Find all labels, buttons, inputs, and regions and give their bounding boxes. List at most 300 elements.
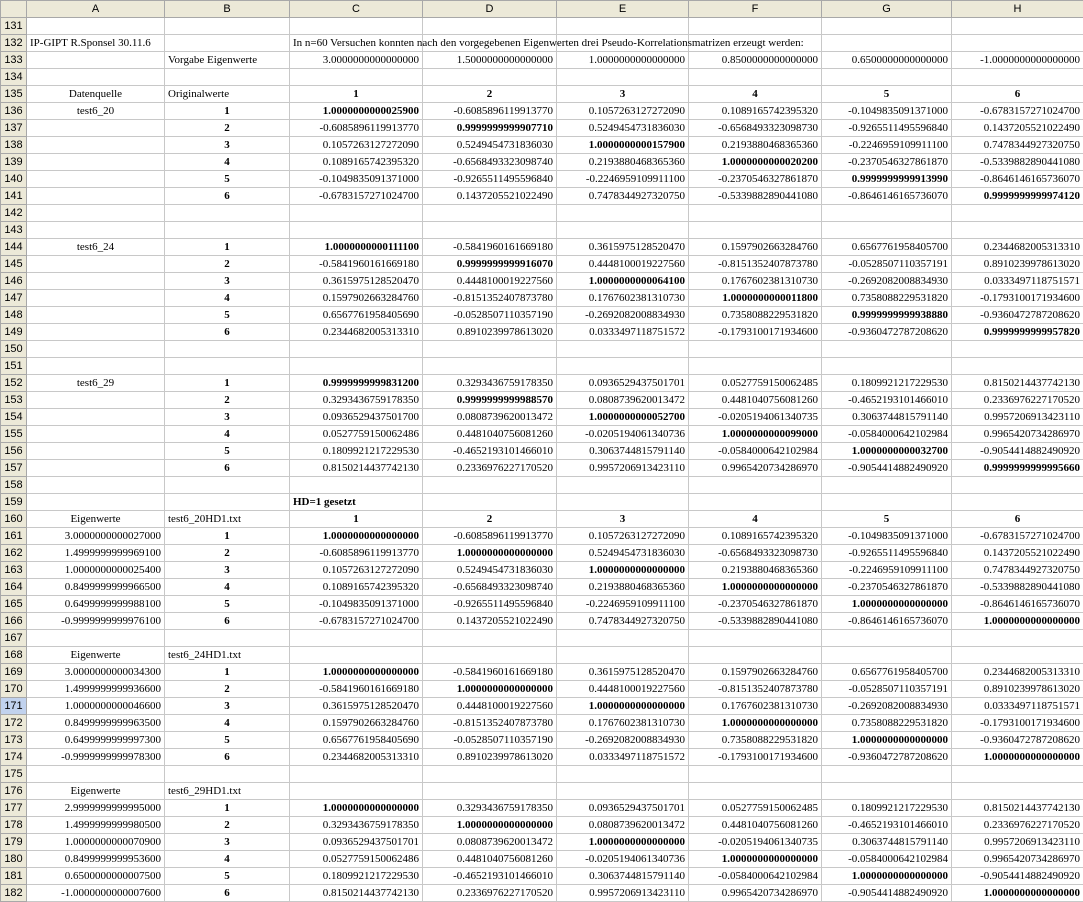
cell-f-180[interactable]: 1.0000000000000000 (689, 851, 822, 868)
cell-b-178[interactable]: 2 (165, 817, 290, 834)
cell-e-172[interactable]: 0.1767602381310730 (557, 715, 689, 732)
cell-f-179[interactable]: -0.0205194061340735 (689, 834, 822, 851)
cell-b-164[interactable]: 4 (165, 579, 290, 596)
cell-d-138[interactable]: 0.5249454731836030 (423, 137, 557, 154)
cell-d-168[interactable] (423, 647, 557, 664)
cell-b-152[interactable]: 1 (165, 375, 290, 392)
cell-e-168[interactable] (557, 647, 689, 664)
cell-a-136[interactable]: test6_20 (27, 103, 165, 120)
cell-e-146[interactable]: 1.0000000000064100 (557, 273, 689, 290)
row-header[interactable]: 144 (1, 239, 27, 256)
cell-g-139[interactable]: -0.2370546327861870 (822, 154, 952, 171)
cell-d-153[interactable]: 0.9999999999988570 (423, 392, 557, 409)
cell-c-158[interactable] (290, 477, 423, 494)
cell-b-135[interactable]: Originalwerte (165, 86, 290, 103)
cell-h-135[interactable]: 6 (952, 86, 1083, 103)
cell-e-156[interactable]: 0.3063744815791140 (557, 443, 689, 460)
row-header[interactable]: 140 (1, 171, 27, 188)
cell-d-182[interactable]: 0.2336976227170520 (423, 885, 557, 902)
cell-g-152[interactable]: 0.1809921217229530 (822, 375, 952, 392)
cell-a-152[interactable]: test6_29 (27, 375, 165, 392)
cell-c-159[interactable]: HD=1 gesetzt (290, 494, 423, 511)
cell-b-149[interactable]: 6 (165, 324, 290, 341)
cell-b-134[interactable] (165, 69, 290, 86)
cell-e-161[interactable]: 0.1057263127272090 (557, 528, 689, 545)
cell-b-156[interactable]: 5 (165, 443, 290, 460)
cell-e-145[interactable]: 0.4448100019227560 (557, 256, 689, 273)
cell-e-155[interactable]: -0.0205194061340736 (557, 426, 689, 443)
cell-a-144[interactable]: test6_24 (27, 239, 165, 256)
cell-h-146[interactable]: 0.0333497118751571 (952, 273, 1083, 290)
cell-h-167[interactable] (952, 630, 1083, 647)
cell-f-162[interactable]: -0.6568493323098730 (689, 545, 822, 562)
cell-a-174[interactable]: -0.9999999999978300 (27, 749, 165, 766)
cell-f-163[interactable]: 0.2193880468365360 (689, 562, 822, 579)
cell-e-181[interactable]: 0.3063744815791140 (557, 868, 689, 885)
row-header[interactable]: 136 (1, 103, 27, 120)
cell-a-142[interactable] (27, 205, 165, 222)
cell-c-156[interactable]: 0.1809921217229530 (290, 443, 423, 460)
row-header[interactable]: 141 (1, 188, 27, 205)
cell-g-157[interactable]: -0.9054414882490920 (822, 460, 952, 477)
cell-h-140[interactable]: -0.8646146165736070 (952, 171, 1083, 188)
cell-g-141[interactable]: -0.8646146165736070 (822, 188, 952, 205)
cell-g-167[interactable] (822, 630, 952, 647)
cell-d-172[interactable]: -0.8151352407873780 (423, 715, 557, 732)
cell-f-139[interactable]: 1.0000000000020200 (689, 154, 822, 171)
cell-c-147[interactable]: 0.1597902663284760 (290, 290, 423, 307)
row-header[interactable]: 176 (1, 783, 27, 800)
cell-f-153[interactable]: 0.4481040756081260 (689, 392, 822, 409)
cell-d-131[interactable] (423, 18, 557, 35)
cell-f-164[interactable]: 1.0000000000000000 (689, 579, 822, 596)
cell-f-152[interactable]: 0.0527759150062485 (689, 375, 822, 392)
cell-c-148[interactable]: 0.6567761958405690 (290, 307, 423, 324)
cell-c-143[interactable] (290, 222, 423, 239)
cell-f-148[interactable]: 0.7358088229531820 (689, 307, 822, 324)
cell-h-181[interactable]: -0.9054414882490920 (952, 868, 1083, 885)
cell-b-167[interactable] (165, 630, 290, 647)
cell-h-161[interactable]: -0.6783157271024700 (952, 528, 1083, 545)
cell-e-148[interactable]: -0.2692082008834930 (557, 307, 689, 324)
cell-f-172[interactable]: 1.0000000000000000 (689, 715, 822, 732)
cell-h-176[interactable] (952, 783, 1083, 800)
cell-e-158[interactable] (557, 477, 689, 494)
cell-h-173[interactable]: -0.9360472787208620 (952, 732, 1083, 749)
cell-e-178[interactable]: 0.0808739620013472 (557, 817, 689, 834)
cell-f-177[interactable]: 0.0527759150062485 (689, 800, 822, 817)
cell-g-160[interactable]: 5 (822, 511, 952, 528)
cell-h-157[interactable]: 0.9999999999995660 (952, 460, 1083, 477)
cell-h-136[interactable]: -0.6783157271024700 (952, 103, 1083, 120)
cell-e-135[interactable]: 3 (557, 86, 689, 103)
cell-a-140[interactable] (27, 171, 165, 188)
cell-e-142[interactable] (557, 205, 689, 222)
cell-e-179[interactable]: 1.0000000000000000 (557, 834, 689, 851)
cell-g-144[interactable]: 0.6567761958405700 (822, 239, 952, 256)
cell-f-137[interactable]: -0.6568493323098730 (689, 120, 822, 137)
cell-h-158[interactable] (952, 477, 1083, 494)
cell-g-136[interactable]: -0.1049835091371000 (822, 103, 952, 120)
cell-b-137[interactable]: 2 (165, 120, 290, 137)
cell-d-170[interactable]: 1.0000000000000000 (423, 681, 557, 698)
cell-h-182[interactable]: 1.0000000000000000 (952, 885, 1083, 902)
row-header[interactable]: 142 (1, 205, 27, 222)
cell-a-154[interactable] (27, 409, 165, 426)
cell-e-174[interactable]: 0.0333497118751572 (557, 749, 689, 766)
cell-e-144[interactable]: 0.3615975128520470 (557, 239, 689, 256)
cell-h-172[interactable]: -0.1793100171934600 (952, 715, 1083, 732)
cell-c-144[interactable]: 1.0000000000111100 (290, 239, 423, 256)
cell-g-138[interactable]: -0.2246959109911100 (822, 137, 952, 154)
cell-a-135[interactable]: Datenquelle (27, 86, 165, 103)
cell-b-180[interactable]: 4 (165, 851, 290, 868)
column-header-b[interactable]: B (165, 1, 290, 18)
cell-b-133[interactable]: Vorgabe Eigenwerte (165, 52, 290, 69)
cell-a-166[interactable]: -0.9999999999976100 (27, 613, 165, 630)
cell-h-138[interactable]: 0.7478344927320750 (952, 137, 1083, 154)
cell-h-143[interactable] (952, 222, 1083, 239)
cell-f-167[interactable] (689, 630, 822, 647)
cell-b-150[interactable] (165, 341, 290, 358)
cell-d-156[interactable]: -0.4652193101466010 (423, 443, 557, 460)
cell-g-158[interactable] (822, 477, 952, 494)
row-header[interactable]: 150 (1, 341, 27, 358)
cell-d-148[interactable]: -0.0528507110357190 (423, 307, 557, 324)
cell-g-151[interactable] (822, 358, 952, 375)
cell-c-157[interactable]: 0.8150214437742130 (290, 460, 423, 477)
cell-a-181[interactable]: 0.6500000000007500 (27, 868, 165, 885)
row-header[interactable]: 166 (1, 613, 27, 630)
cell-e-175[interactable] (557, 766, 689, 783)
cell-h-178[interactable]: 0.2336976227170520 (952, 817, 1083, 834)
cell-e-131[interactable] (557, 18, 689, 35)
cell-a-137[interactable] (27, 120, 165, 137)
cell-a-139[interactable] (27, 154, 165, 171)
cell-b-161[interactable]: 1 (165, 528, 290, 545)
cell-f-142[interactable] (689, 205, 822, 222)
cell-g-140[interactable]: 0.9999999999913990 (822, 171, 952, 188)
cell-d-150[interactable] (423, 341, 557, 358)
row-header[interactable]: 178 (1, 817, 27, 834)
cell-c-154[interactable]: 0.0936529437501700 (290, 409, 423, 426)
cell-b-174[interactable]: 6 (165, 749, 290, 766)
row-header[interactable]: 172 (1, 715, 27, 732)
cell-a-182[interactable]: -1.0000000000007600 (27, 885, 165, 902)
cell-a-179[interactable]: 1.0000000000070900 (27, 834, 165, 851)
cell-a-160[interactable]: Eigenwerte (27, 511, 165, 528)
cell-g-145[interactable]: -0.0528507110357191 (822, 256, 952, 273)
cell-h-174[interactable]: 1.0000000000000000 (952, 749, 1083, 766)
cell-c-141[interactable]: -0.6783157271024700 (290, 188, 423, 205)
cell-a-150[interactable] (27, 341, 165, 358)
cell-g-164[interactable]: -0.2370546327861870 (822, 579, 952, 596)
cell-d-180[interactable]: 0.4481040756081260 (423, 851, 557, 868)
cell-h-162[interactable]: 0.1437205521022490 (952, 545, 1083, 562)
cell-d-147[interactable]: -0.8151352407873780 (423, 290, 557, 307)
cell-a-169[interactable]: 3.0000000000034300 (27, 664, 165, 681)
cell-a-153[interactable] (27, 392, 165, 409)
cell-e-164[interactable]: 0.2193880468365360 (557, 579, 689, 596)
cell-f-147[interactable]: 1.0000000000011800 (689, 290, 822, 307)
cell-h-155[interactable]: 0.9965420734286970 (952, 426, 1083, 443)
row-header[interactable]: 139 (1, 154, 27, 171)
cell-b-165[interactable]: 5 (165, 596, 290, 613)
cell-h-180[interactable]: 0.9965420734286970 (952, 851, 1083, 868)
cell-g-165[interactable]: 1.0000000000000000 (822, 596, 952, 613)
cell-a-138[interactable] (27, 137, 165, 154)
cell-b-132[interactable] (165, 35, 290, 52)
cell-c-138[interactable]: 0.1057263127272090 (290, 137, 423, 154)
cell-f-151[interactable] (689, 358, 822, 375)
cell-f-170[interactable]: -0.8151352407873780 (689, 681, 822, 698)
cell-a-168[interactable]: Eigenwerte (27, 647, 165, 664)
cell-f-160[interactable]: 4 (689, 511, 822, 528)
cell-d-155[interactable]: 0.4481040756081260 (423, 426, 557, 443)
row-header[interactable]: 145 (1, 256, 27, 273)
cell-b-179[interactable]: 3 (165, 834, 290, 851)
cell-a-177[interactable]: 2.9999999999995000 (27, 800, 165, 817)
cell-h-142[interactable] (952, 205, 1083, 222)
row-header[interactable]: 138 (1, 137, 27, 154)
cell-c-161[interactable]: 1.0000000000000000 (290, 528, 423, 545)
cell-d-144[interactable]: -0.5841960161669180 (423, 239, 557, 256)
cell-f-135[interactable]: 4 (689, 86, 822, 103)
cell-b-166[interactable]: 6 (165, 613, 290, 630)
cell-b-145[interactable]: 2 (165, 256, 290, 273)
cell-c-173[interactable]: 0.6567761958405690 (290, 732, 423, 749)
cell-e-136[interactable]: 0.1057263127272090 (557, 103, 689, 120)
cell-h-132[interactable] (952, 35, 1083, 52)
cell-b-163[interactable]: 3 (165, 562, 290, 579)
row-header[interactable]: 146 (1, 273, 27, 290)
cell-b-158[interactable] (165, 477, 290, 494)
row-header[interactable]: 137 (1, 120, 27, 137)
cell-e-159[interactable] (557, 494, 689, 511)
cell-d-142[interactable] (423, 205, 557, 222)
cell-h-151[interactable] (952, 358, 1083, 375)
cell-a-145[interactable] (27, 256, 165, 273)
cell-d-181[interactable]: -0.4652193101466010 (423, 868, 557, 885)
cell-c-133[interactable]: 3.0000000000000000 (290, 52, 423, 69)
cell-a-149[interactable] (27, 324, 165, 341)
cell-h-171[interactable]: 0.0333497118751571 (952, 698, 1083, 715)
cell-b-162[interactable]: 2 (165, 545, 290, 562)
cell-b-172[interactable]: 4 (165, 715, 290, 732)
cell-b-160[interactable]: test6_20HD1.txt (165, 511, 290, 528)
cell-g-135[interactable]: 5 (822, 86, 952, 103)
cell-f-143[interactable] (689, 222, 822, 239)
cell-e-147[interactable]: 0.1767602381310730 (557, 290, 689, 307)
row-header[interactable]: 182 (1, 885, 27, 902)
cell-d-167[interactable] (423, 630, 557, 647)
cell-f-144[interactable]: 0.1597902663284760 (689, 239, 822, 256)
row-header[interactable]: 155 (1, 426, 27, 443)
cell-c-134[interactable] (290, 69, 423, 86)
row-header[interactable]: 147 (1, 290, 27, 307)
cell-b-140[interactable]: 5 (165, 171, 290, 188)
row-header[interactable]: 168 (1, 647, 27, 664)
cell-d-158[interactable] (423, 477, 557, 494)
cell-c-182[interactable]: 0.8150214437742130 (290, 885, 423, 902)
cell-h-166[interactable]: 1.0000000000000000 (952, 613, 1083, 630)
cell-f-173[interactable]: 0.7358088229531820 (689, 732, 822, 749)
cell-a-159[interactable] (27, 494, 165, 511)
cell-c-162[interactable]: -0.6085896119913770 (290, 545, 423, 562)
cell-c-136[interactable]: 1.0000000000025900 (290, 103, 423, 120)
row-header[interactable]: 161 (1, 528, 27, 545)
cell-e-152[interactable]: 0.0936529437501701 (557, 375, 689, 392)
cell-a-148[interactable] (27, 307, 165, 324)
cell-b-147[interactable]: 4 (165, 290, 290, 307)
cell-g-147[interactable]: 0.7358088229531820 (822, 290, 952, 307)
cell-e-173[interactable]: -0.2692082008834930 (557, 732, 689, 749)
cell-e-160[interactable]: 3 (557, 511, 689, 528)
cell-a-155[interactable] (27, 426, 165, 443)
row-header[interactable]: 171 (1, 698, 27, 715)
cell-c-145[interactable]: -0.5841960161669180 (290, 256, 423, 273)
cell-a-161[interactable]: 3.0000000000027000 (27, 528, 165, 545)
cell-e-170[interactable]: 0.4448100019227560 (557, 681, 689, 698)
cell-e-151[interactable] (557, 358, 689, 375)
cell-f-156[interactable]: -0.0584000642102984 (689, 443, 822, 460)
cell-e-177[interactable]: 0.0936529437501701 (557, 800, 689, 817)
cell-d-162[interactable]: 1.0000000000000000 (423, 545, 557, 562)
cell-d-136[interactable]: -0.6085896119913770 (423, 103, 557, 120)
cell-a-151[interactable] (27, 358, 165, 375)
cell-e-133[interactable]: 1.0000000000000000 (557, 52, 689, 69)
cell-h-169[interactable]: 0.2344682005313310 (952, 664, 1083, 681)
cell-e-154[interactable]: 1.0000000000052700 (557, 409, 689, 426)
cell-c-150[interactable] (290, 341, 423, 358)
cell-d-175[interactable] (423, 766, 557, 783)
cell-c-180[interactable]: 0.0527759150062486 (290, 851, 423, 868)
cell-h-145[interactable]: 0.8910239978613020 (952, 256, 1083, 273)
cell-h-154[interactable]: 0.9957206913423110 (952, 409, 1083, 426)
cell-e-139[interactable]: 0.2193880468365360 (557, 154, 689, 171)
cell-b-131[interactable] (165, 18, 290, 35)
cell-g-132[interactable] (822, 35, 952, 52)
cell-c-176[interactable] (290, 783, 423, 800)
cell-f-138[interactable]: 0.2193880468365360 (689, 137, 822, 154)
cell-a-178[interactable]: 1.4999999999980500 (27, 817, 165, 834)
cell-e-169[interactable]: 0.3615975128520470 (557, 664, 689, 681)
row-header[interactable]: 135 (1, 86, 27, 103)
cell-h-168[interactable] (952, 647, 1083, 664)
cell-b-151[interactable] (165, 358, 290, 375)
cell-a-133[interactable] (27, 52, 165, 69)
row-header[interactable]: 162 (1, 545, 27, 562)
select-all-corner[interactable] (1, 1, 27, 18)
cell-c-146[interactable]: 0.3615975128520470 (290, 273, 423, 290)
cell-a-176[interactable]: Eigenwerte (27, 783, 165, 800)
cell-c-132[interactable]: In n=60 Versuchen konnten nach den vorgegebenen Eigenwerten drei Pseudo-Korrelationsmatrizen erzeugt werden: (290, 35, 423, 52)
cell-h-179[interactable]: 0.9957206913423110 (952, 834, 1083, 851)
cell-b-153[interactable]: 2 (165, 392, 290, 409)
cell-d-165[interactable]: -0.9265511495596840 (423, 596, 557, 613)
cell-a-143[interactable] (27, 222, 165, 239)
row-header[interactable]: 163 (1, 562, 27, 579)
cell-f-182[interactable]: 0.9965420734286970 (689, 885, 822, 902)
cell-f-174[interactable]: -0.1793100171934600 (689, 749, 822, 766)
cell-c-149[interactable]: 0.2344682005313310 (290, 324, 423, 341)
cell-g-154[interactable]: 0.3063744815791140 (822, 409, 952, 426)
row-header[interactable]: 169 (1, 664, 27, 681)
row-header[interactable]: 134 (1, 69, 27, 86)
cell-g-180[interactable]: -0.0584000642102984 (822, 851, 952, 868)
column-header-h[interactable]: H (952, 1, 1083, 18)
cell-h-150[interactable] (952, 341, 1083, 358)
cell-d-178[interactable]: 1.0000000000000000 (423, 817, 557, 834)
cell-f-165[interactable]: -0.2370546327861870 (689, 596, 822, 613)
column-header-f[interactable]: F (689, 1, 822, 18)
cell-d-179[interactable]: 0.0808739620013472 (423, 834, 557, 851)
cell-e-141[interactable]: 0.7478344927320750 (557, 188, 689, 205)
cell-a-131[interactable] (27, 18, 165, 35)
cell-a-172[interactable]: 0.8499999999963500 (27, 715, 165, 732)
cell-h-156[interactable]: -0.9054414882490920 (952, 443, 1083, 460)
cell-c-177[interactable]: 1.0000000000000000 (290, 800, 423, 817)
cell-f-146[interactable]: 0.1767602381310730 (689, 273, 822, 290)
cell-d-137[interactable]: 0.9999999999907710 (423, 120, 557, 137)
cell-f-154[interactable]: -0.0205194061340735 (689, 409, 822, 426)
cell-e-182[interactable]: 0.9957206913423110 (557, 885, 689, 902)
cell-e-149[interactable]: 0.0333497118751572 (557, 324, 689, 341)
cell-e-162[interactable]: 0.5249454731836030 (557, 545, 689, 562)
row-header[interactable]: 174 (1, 749, 27, 766)
cell-g-150[interactable] (822, 341, 952, 358)
cell-c-137[interactable]: -0.6085896119913770 (290, 120, 423, 137)
cell-e-138[interactable]: 1.0000000000157900 (557, 137, 689, 154)
row-header[interactable]: 132 (1, 35, 27, 52)
cell-g-162[interactable]: -0.9265511495596840 (822, 545, 952, 562)
cell-g-173[interactable]: 1.0000000000000000 (822, 732, 952, 749)
cell-d-164[interactable]: -0.6568493323098740 (423, 579, 557, 596)
cell-f-136[interactable]: 0.1089165742395320 (689, 103, 822, 120)
cell-b-157[interactable]: 6 (165, 460, 290, 477)
cell-f-155[interactable]: 1.0000000000099000 (689, 426, 822, 443)
cell-e-171[interactable]: 1.0000000000000000 (557, 698, 689, 715)
cell-c-163[interactable]: 0.1057263127272090 (290, 562, 423, 579)
cell-f-149[interactable]: -0.1793100171934600 (689, 324, 822, 341)
cell-c-139[interactable]: 0.1089165742395320 (290, 154, 423, 171)
cell-h-137[interactable]: 0.1437205521022490 (952, 120, 1083, 137)
cell-g-172[interactable]: 0.7358088229531820 (822, 715, 952, 732)
cell-h-159[interactable] (952, 494, 1083, 511)
cell-b-138[interactable]: 3 (165, 137, 290, 154)
cell-g-181[interactable]: 1.0000000000000000 (822, 868, 952, 885)
cell-c-151[interactable] (290, 358, 423, 375)
cell-c-142[interactable] (290, 205, 423, 222)
cell-d-149[interactable]: 0.8910239978613020 (423, 324, 557, 341)
cell-d-157[interactable]: 0.2336976227170520 (423, 460, 557, 477)
cell-d-171[interactable]: 0.4448100019227560 (423, 698, 557, 715)
cell-d-161[interactable]: -0.6085896119913770 (423, 528, 557, 545)
cell-c-168[interactable] (290, 647, 423, 664)
cell-f-168[interactable] (689, 647, 822, 664)
cell-c-171[interactable]: 0.3615975128520470 (290, 698, 423, 715)
cell-g-146[interactable]: -0.2692082008834930 (822, 273, 952, 290)
row-header[interactable]: 157 (1, 460, 27, 477)
cell-g-153[interactable]: -0.4652193101466010 (822, 392, 952, 409)
cell-d-140[interactable]: -0.9265511495596840 (423, 171, 557, 188)
cell-h-163[interactable]: 0.7478344927320750 (952, 562, 1083, 579)
cell-g-137[interactable]: -0.9265511495596840 (822, 120, 952, 137)
cell-c-152[interactable]: 0.9999999999831200 (290, 375, 423, 392)
cell-d-143[interactable] (423, 222, 557, 239)
cell-a-158[interactable] (27, 477, 165, 494)
column-header-a[interactable]: A (27, 1, 165, 18)
